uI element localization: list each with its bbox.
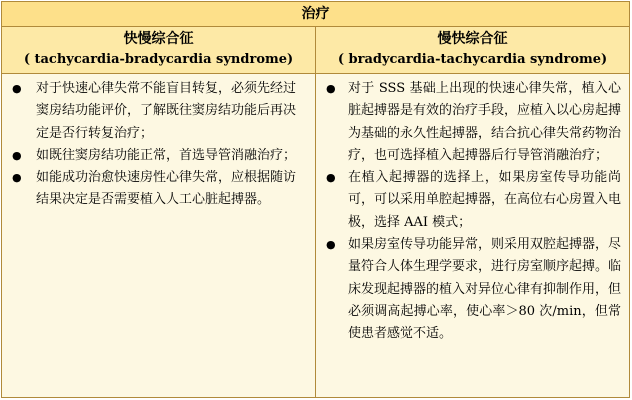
list-item (2, 78, 315, 145)
list-item-text: 对于快速心律失常不能盲目转复，必须先经过窦房结功能评价，了解既往窦房结功能后再决定是否行转复治疗； (36, 81, 297, 141)
brady-tachy-treatment (316, 74, 629, 397)
table-title: 治疗 (2, 2, 629, 27)
header-tachy-brady (2, 27, 315, 74)
brady-tachy-list (316, 78, 629, 346)
list-item (2, 145, 315, 167)
list-item (2, 167, 315, 212)
treatment-table (1, 1, 630, 398)
header-brady-tachy (316, 27, 629, 74)
bullet-icon: ● (12, 82, 22, 95)
list-item (316, 234, 629, 345)
tachy-brady-list (2, 78, 315, 212)
list-item-text: 如能成功治愈快速房性心律失常，应根据随访结果决定是否需要植入人工心脏起搏器。 (36, 170, 297, 208)
bullet-icon: ● (12, 148, 22, 162)
tachy-brady-treatment (2, 74, 315, 397)
header-tachy-brady-cn: 快慢综合征 (123, 31, 194, 47)
header-brady-tachy-en: ( bradycardia-tachycardia syndrome) (337, 52, 608, 67)
bullet-icon: ● (326, 238, 336, 252)
list-item-text: 如果房室传导功能异常，则采用双腔起搏器，尽量符合人体生理学要求，进行房室顺序起搏。临床发现起搏器的植入对异位心律有抑制作用，但必须调高起搏心率，使心率＞80 次/min，但常使患者感觉不适。 (348, 237, 622, 342)
bullet-icon: ● (326, 171, 336, 185)
list-item-text: 在植入起搏器的选择上，如果房室传导功能尚可，可以采用单腔起搏器，在高位右心房置入电极，选择 AAI 模式； (348, 170, 622, 230)
header-brady-tachy-cn: 慢快综合征 (437, 31, 508, 47)
list-item-text: 对于 SSS 基础上出现的快速心律失常，植入心脏起搏器是有效的治疗手段，应植入以心房起搏为基础的永久性起搏器，结合抗心律失常药物治疗，也可选择植入起搏器后行导管消融治疗； (348, 81, 622, 163)
list-item (316, 167, 629, 234)
list-item (316, 78, 629, 167)
bullet-icon: ● (326, 82, 336, 95)
bullet-icon: ● (12, 171, 22, 185)
list-item-text: 如既往窦房结功能正常，首选导管消融治疗； (36, 147, 297, 163)
header-tachy-brady-en: ( tachycardia-bradycardia syndrome) (23, 52, 294, 67)
